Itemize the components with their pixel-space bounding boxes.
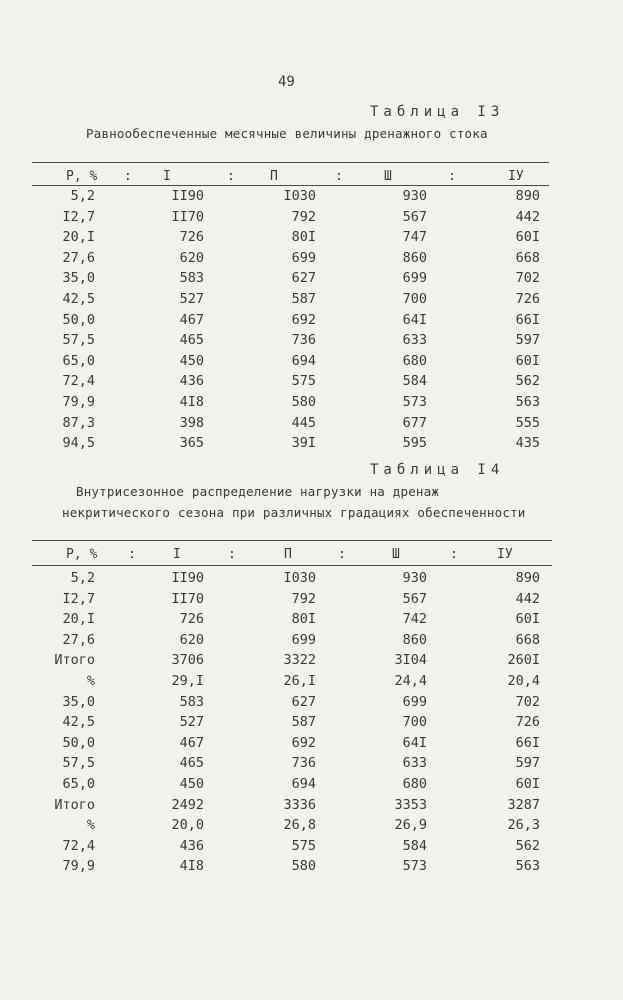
value-cell: 467 [179,311,204,328]
value-cell: 680 [402,352,427,369]
value-cell: 699 [291,249,316,266]
value-cell: 20,0 [171,817,204,834]
value-cell: 60I [515,229,540,246]
value-cell: 398 [179,414,204,431]
table-row [23,371,540,392]
value-cell: 620 [179,631,204,648]
row-label-cell: 65,0 [62,775,95,792]
row-label-cell: 27,6 [62,249,95,266]
table-row [23,856,540,877]
value-cell: 562 [515,373,540,390]
row-label-cell: 50,0 [62,311,95,328]
row-label-cell: Итого [54,652,95,669]
table-row [23,671,540,692]
value-cell: 726 [515,290,540,307]
value-cell: 66I [515,734,540,751]
value-cell: 465 [179,755,204,772]
value-cell: 24,4 [394,672,427,689]
table-row [23,568,540,589]
value-cell: 726 [515,714,540,731]
row-label-cell: 50,0 [62,734,95,751]
value-cell: 573 [402,393,427,410]
value-cell: 633 [402,755,427,772]
value-cell: 3287 [507,796,540,813]
row-label-cell: 5,2 [70,570,95,586]
header-col-4: IУ [497,547,513,562]
table-13-top-rule [32,162,549,163]
row-label-cell: 5,2 [70,188,95,204]
value-cell: 595 [402,435,427,452]
row-label-cell: 72,4 [62,837,95,854]
header-col-4: IУ [508,169,524,184]
value-cell: 583 [179,270,204,287]
value-cell: 435 [515,435,540,452]
value-cell: 436 [179,837,204,854]
header-sep: : [335,169,343,184]
row-label-cell: % [86,672,95,689]
value-cell: 80I [291,229,316,246]
table-13-label: Таблица I3 [370,104,505,120]
value-cell: 792 [291,208,316,225]
value-cell: 3I04 [394,652,427,669]
table-row [23,836,540,857]
header-col-2: П [270,169,278,184]
value-cell: 563 [515,858,540,875]
value-cell: 3336 [283,796,316,813]
table-row [23,712,540,733]
value-cell: 26,I [283,672,316,689]
row-label-cell: 20,I [62,229,95,246]
table-row [23,795,540,816]
table-row [23,692,540,713]
value-cell: 60I [515,352,540,369]
value-cell: 726 [179,229,204,246]
value-cell: II70 [171,590,204,607]
row-label-cell: 42,5 [62,714,95,731]
value-cell: 365 [179,435,204,452]
value-cell: 575 [291,837,316,854]
value-cell: 620 [179,249,204,266]
table-row [23,650,540,671]
value-cell: 890 [515,188,540,204]
value-cell: 699 [402,270,427,287]
value-cell: 736 [291,755,316,772]
table-row [23,227,540,248]
value-cell: 668 [515,631,540,648]
value-cell: 3322 [283,652,316,669]
value-cell: 702 [515,270,540,287]
table-14-body [23,568,540,877]
table-row [23,753,540,774]
value-cell: 633 [402,332,427,349]
value-cell: 60I [515,611,540,628]
header-p: P, % [66,169,98,184]
value-cell: 584 [402,837,427,854]
value-cell: 680 [402,775,427,792]
value-cell: 527 [179,714,204,731]
row-label-cell: 94,5 [62,435,95,452]
table-row [23,733,540,754]
value-cell: 29,I [171,672,204,689]
row-label-cell: 20,I [62,611,95,628]
table-row [23,248,540,269]
value-cell: 562 [515,837,540,854]
row-label-cell: 57,5 [62,755,95,772]
value-cell: 694 [291,775,316,792]
value-cell: 668 [515,249,540,266]
value-cell: 747 [402,229,427,246]
value-cell: 450 [179,775,204,792]
value-cell: 3706 [171,652,204,669]
value-cell: 445 [291,414,316,431]
value-cell: 742 [402,611,427,628]
value-cell: 20,4 [507,672,540,689]
value-cell: 677 [402,414,427,431]
value-cell: 627 [291,270,316,287]
header-col-3: Ш [392,547,400,562]
row-label-cell: % [86,817,95,834]
value-cell: 450 [179,352,204,369]
value-cell: 64I [402,734,427,751]
value-cell: 930 [402,570,427,586]
value-cell: I030 [283,570,316,586]
table-row [23,289,540,310]
row-label-cell: 35,0 [62,270,95,287]
value-cell: 580 [291,858,316,875]
table-row [23,630,540,651]
value-cell: 26,8 [283,817,316,834]
value-cell: 64I [402,311,427,328]
table-row [23,268,540,289]
table-row [23,774,540,795]
header-col-2: П [284,547,292,562]
row-label-cell: 79,9 [62,393,95,410]
value-cell: 700 [402,714,427,731]
row-label-cell: 42,5 [62,290,95,307]
table-row [23,413,540,434]
row-label-cell: 87,3 [62,414,95,431]
value-cell: 583 [179,693,204,710]
value-cell: 4I8 [179,393,204,410]
value-cell: 575 [291,373,316,390]
table-row [23,815,540,836]
table-row [23,609,540,630]
row-label-cell: 57,5 [62,332,95,349]
value-cell: 467 [179,734,204,751]
table-14-top-rule [32,540,552,541]
value-cell: 627 [291,693,316,710]
value-cell: 860 [402,249,427,266]
value-cell: 597 [515,332,540,349]
header-sep: : [227,169,235,184]
value-cell: 563 [515,393,540,410]
page-number: 49 [278,74,295,90]
value-cell: 860 [402,631,427,648]
value-cell: 587 [291,290,316,307]
value-cell: I030 [283,188,316,204]
row-label-cell: 65,0 [62,352,95,369]
header-sep: : [228,547,236,562]
value-cell: 80I [291,611,316,628]
value-cell: II90 [171,570,204,586]
value-cell: 736 [291,332,316,349]
value-cell: 702 [515,693,540,710]
row-label-cell: I2,7 [62,208,95,225]
table-row [23,310,540,331]
value-cell: 2492 [171,796,204,813]
table-14-header [32,547,552,565]
value-cell: 465 [179,332,204,349]
header-p: P, % [66,547,98,562]
table-13-caption: Равнообеспеченные месячные величины дренажного стока [86,126,488,141]
value-cell: 39I [291,435,316,452]
table-14-caption-line-1: Внутрисезонное распределение нагрузки на дренаж [76,484,440,499]
header-col-1: I [163,169,171,184]
table-row [23,330,540,351]
header-sep: : [128,547,136,562]
value-cell: 26,3 [507,817,540,834]
header-sep: : [338,547,346,562]
value-cell: 726 [179,611,204,628]
table-13-body [23,186,540,454]
value-cell: 699 [402,693,427,710]
value-cell: 587 [291,714,316,731]
header-col-3: Ш [384,169,392,184]
table-14-caption-line-2: некритического сезона при различных градациях обеспеченности [62,505,526,520]
table-row [23,433,540,454]
table-row [23,589,540,610]
value-cell: 692 [291,734,316,751]
value-cell: 699 [291,631,316,648]
value-cell: 597 [515,755,540,772]
value-cell: 567 [402,590,427,607]
value-cell: 60I [515,775,540,792]
value-cell: 567 [402,208,427,225]
row-label-cell: 27,6 [62,631,95,648]
value-cell: II90 [171,188,204,204]
value-cell: 890 [515,570,540,586]
value-cell: 66I [515,311,540,328]
row-label-cell: 35,0 [62,693,95,710]
value-cell: 527 [179,290,204,307]
value-cell: II70 [171,208,204,225]
table-row [23,351,540,372]
table-row [23,186,540,207]
value-cell: 573 [402,858,427,875]
table-14-label: Таблица I4 [370,462,505,478]
value-cell: 692 [291,311,316,328]
header-col-1: I [173,547,181,562]
value-cell: 580 [291,393,316,410]
table-row [23,207,540,228]
header-sep: : [124,169,132,184]
row-label-cell: Итого [54,796,95,813]
table-row [23,392,540,413]
value-cell: 442 [515,208,540,225]
value-cell: 436 [179,373,204,390]
value-cell: 442 [515,590,540,607]
value-cell: 260I [507,652,540,669]
value-cell: 555 [515,414,540,431]
row-label-cell: I2,7 [62,590,95,607]
value-cell: 700 [402,290,427,307]
header-sep: : [450,547,458,562]
value-cell: 792 [291,590,316,607]
value-cell: 584 [402,373,427,390]
value-cell: 3353 [394,796,427,813]
value-cell: 694 [291,352,316,369]
value-cell: 4I8 [179,858,204,875]
value-cell: 26,9 [394,817,427,834]
header-sep: : [448,169,456,184]
row-label-cell: 72,4 [62,373,95,390]
row-label-cell: 79,9 [62,858,95,875]
value-cell: 930 [402,188,427,204]
table-14-header-rule [32,565,552,566]
